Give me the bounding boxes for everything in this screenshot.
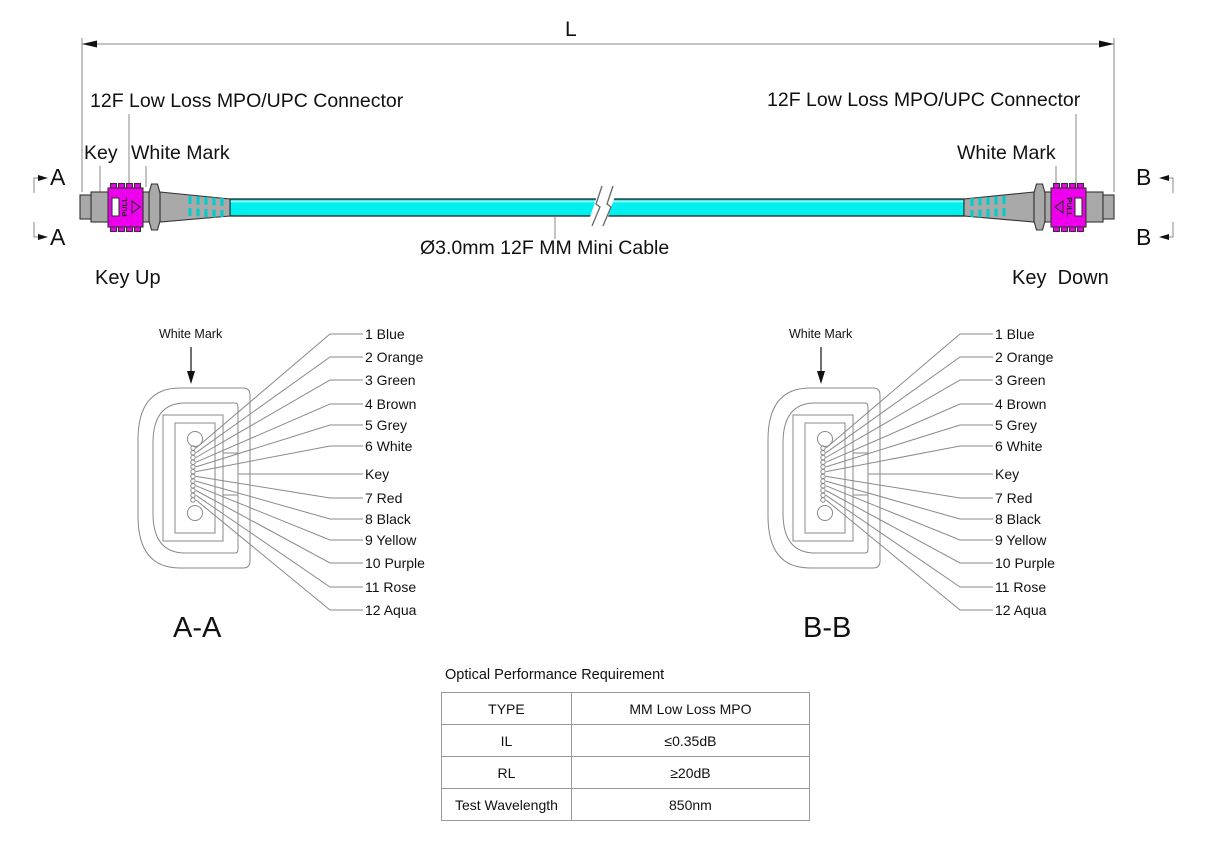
dimension-lines (82, 38, 1114, 192)
left-connector-label: 12F Low Loss MPO/UPC Connector (90, 90, 404, 112)
value-cell: ≥20dB (571, 757, 809, 789)
param-cell: IL (442, 725, 572, 757)
param-cell: Test Wavelength (442, 789, 572, 821)
optical-performance-section (441, 667, 811, 821)
left-pull-label: PULL (119, 197, 129, 217)
value-cell: ≤0.35dB (571, 725, 809, 757)
right-pull-label: PULL (1065, 197, 1075, 217)
fiber-label: 1 Blue (365, 326, 405, 342)
fiber-label: 2 Orange (995, 349, 1054, 365)
right-body (1086, 192, 1103, 222)
fiber-label: 3 Green (365, 372, 416, 388)
table-row (442, 693, 810, 725)
fiber-label: 5 Grey (365, 417, 408, 433)
fiber-label: 12 Aqua (995, 602, 1047, 618)
fiber-label: 10 Purple (365, 555, 425, 571)
fiber-label: 11 Rose (995, 579, 1047, 595)
left-flange (149, 184, 160, 230)
face-a-white-mark-arrow-icon (187, 371, 195, 384)
face-b-outline (768, 388, 880, 568)
fiber-label: 4 Brown (365, 396, 417, 412)
left-white-mark-label: White Mark (131, 142, 230, 164)
fiber-label: 10 Purple (995, 555, 1055, 571)
face-a-white-mark-label: White Mark (159, 327, 223, 341)
face-a-outline (138, 388, 250, 568)
face-a-leader-lines (196, 334, 363, 610)
fiber-label: 9 Yellow (365, 532, 417, 548)
face-b-white-mark-label: White Mark (789, 327, 853, 341)
fiber-label: 7 Red (365, 490, 403, 506)
face-b-caption: B-B (803, 612, 852, 644)
face-b-leader-lines (826, 334, 993, 610)
left-collar (143, 192, 149, 222)
section-b-top-arrow-icon (1159, 175, 1169, 181)
cable-label: Ø3.0mm 12F MM Mini Cable (420, 237, 670, 259)
right-ferrule-tip (1103, 195, 1114, 219)
left-orientation-label: Key Up (95, 267, 161, 289)
fiber-label: 1 Blue (995, 326, 1035, 342)
param-cell: RL (442, 757, 572, 789)
fiber-label: Key (365, 466, 390, 482)
face-b-white-mark-arrow-icon (817, 371, 825, 384)
table-row (442, 757, 810, 789)
face-view-a (135, 325, 435, 660)
left-white-mark (112, 198, 119, 216)
fiber-label: 8 Black (365, 511, 411, 527)
fiber-label: 3 Green (995, 372, 1046, 388)
section-b-bottom-label: B (1136, 224, 1152, 250)
fiber-label: 11 Rose (365, 579, 417, 595)
face-b-key (853, 453, 868, 495)
right-boot (964, 192, 1034, 222)
right-orientation-label: Key Down (1012, 267, 1109, 289)
face-view-b (765, 325, 1065, 660)
section-b-bottom-arrow-icon (1159, 234, 1169, 240)
right-collar (1045, 192, 1051, 222)
fiber-label: 2 Orange (365, 349, 424, 365)
left-body (91, 192, 108, 222)
fiber-label: 12 Aqua (365, 602, 417, 618)
left-boot (160, 192, 230, 222)
right-connector (964, 184, 1114, 232)
right-white-mark-label: White Mark (957, 142, 1056, 164)
table-row (442, 789, 810, 821)
fiber-label: 5 Grey (995, 417, 1038, 433)
value-cell: MM Low Loss MPO (571, 693, 809, 725)
section-a-top-label: A (50, 164, 66, 190)
value-cell: 850nm (571, 789, 809, 821)
table-row (442, 725, 810, 757)
left-connector (80, 184, 230, 232)
section-a-top-arrow-icon (38, 175, 48, 181)
section-a-bottom-label: A (50, 224, 66, 250)
optical-performance-table (441, 692, 810, 821)
fiber-label: 9 Yellow (995, 532, 1047, 548)
right-white-mark (1075, 198, 1082, 216)
fiber-label: 6 White (995, 438, 1043, 454)
dimension-arrow-right-icon (1099, 41, 1114, 48)
face-a-key (223, 453, 238, 495)
dimension-label: L (565, 18, 577, 41)
fiber-label: 4 Brown (995, 396, 1047, 412)
face-a-caption: A-A (173, 612, 222, 644)
right-connector-label: 12F Low Loss MPO/UPC Connector (767, 89, 1081, 111)
left-ferrule-tip (80, 195, 91, 219)
fiber-label: 7 Red (995, 490, 1033, 506)
fiber-label: 8 Black (995, 511, 1041, 527)
leader-lines (100, 114, 1076, 239)
right-flange (1034, 184, 1045, 230)
section-a-bottom-arrow-icon (38, 234, 48, 240)
left-key-label: Key (84, 142, 118, 164)
fiber-label: Key (995, 466, 1020, 482)
fiber-label: 6 White (365, 438, 413, 454)
table-title: Optical Performance Requirement (445, 667, 665, 683)
section-b-top-label: B (1136, 164, 1152, 190)
dimension-arrow-left-icon (82, 41, 97, 48)
param-cell: TYPE (442, 693, 572, 725)
